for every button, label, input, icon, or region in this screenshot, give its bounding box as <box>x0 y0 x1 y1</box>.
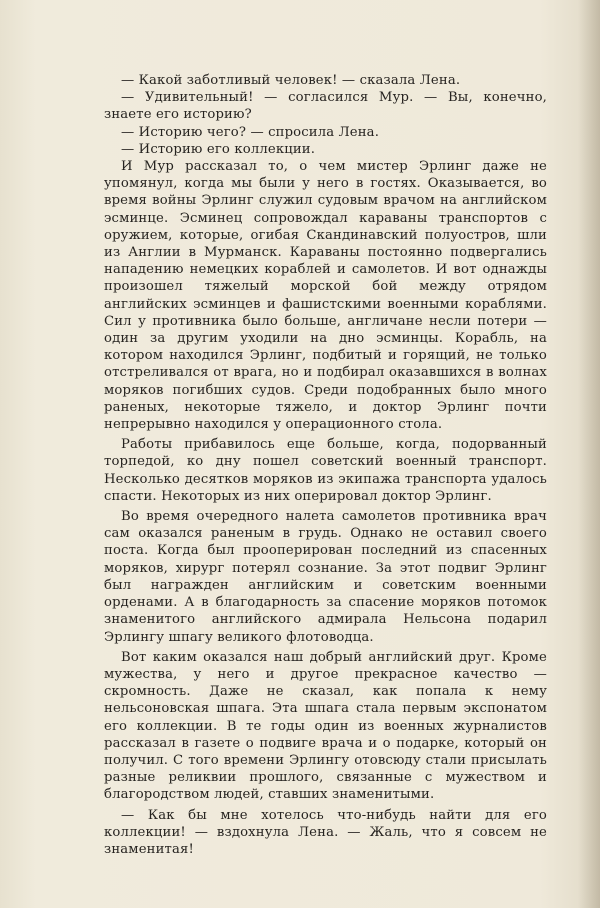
page-spine-shadow <box>578 0 600 908</box>
dialogue-line: — Удивительный! — согласился Мур. — Вы, конечно, знаете его историю? <box>104 90 547 123</box>
body-paragraph: Работы прибавилось еще больше, когда, подорванный торпедой, ко дну пошел советский военный транспорт. Несколько десятков моряков из экипажа транспорта удалось спасти. Некоторых из них оперировал доктор Эрлинг. <box>104 437 547 504</box>
dialogue-line: — Историю его коллекции. <box>121 141 316 157</box>
dialogue-line: — Какой заботливый человек! — сказала Лена. <box>121 73 461 88</box>
body-paragraph: Во время очередного налета самолетов противника врач сам оказался раненым в грудь. Однако не оставил своего поста. Когда был прооперирован последний из спасенных моряков, хирург потерял сознание. За этот подвиг Эрлинг был награжден английским и советским военными орденами. А в благодарность за спасение моряков потомок знаменитого английского адмирала Нельсона подарил Эрлингу шпагу великого флотоводца. <box>104 509 547 645</box>
body-paragraph: И Мур рассказал то, о чем мистер Эрлинг даже не упомянул, когда мы были у него в гостях. Оказывается, во время войны Эрлинг служил судовым врачом на английском эсминце. Эсминец сопровождал караваны транспортов с оружием, которые, огибая Скандинавский полуостров, шли из Англии в Мурманск. Караваны постоянно подвергались нападению немецких кораблей и самолетов. И вот однажды произошел тяжелый морской бой между отрядом английских эсминцев и фашистскими военными кораблями. Сил у противника было больше, англичане несли потери — один за другим уходили на дно эсминцы. Корабль, на котором находился Эрлинг, подбитый и горящий, не только отстреливался от врага, но и подбирал оказавшихся в волнах моряков погибших судов. Среди подобранных было много раненых, некоторые тяжело, и доктор Эрлинг почти непрерывно находился у операционного стола. <box>104 159 547 433</box>
dialogue-line: — Историю чего? — спросила Лена. <box>121 124 380 140</box>
body-paragraph: Вот каким оказался наш добрый английский друг. Кроме мужества, у него и другое прекрасное качество — скромность. Даже не сказал, как попала к нему нельсоновская шпага. Эта шпага стала первым экспонатом его коллекции. В те годы один из военных журналистов рассказал в газете о подвиге врача и о подарке, который он получил. С того времени Эрлингу отовсюду стали присылать разные реликвии прошлого, связанные с мужеством и благородством людей, ставших знаменитыми. <box>104 649 547 803</box>
page-text-block <box>104 72 547 858</box>
dialogue-line: — Как бы мне хотелось что-нибудь найти для его коллекции! — вздохнула Лена. — Жаль, что я совсем не знаменитая! <box>104 807 547 857</box>
